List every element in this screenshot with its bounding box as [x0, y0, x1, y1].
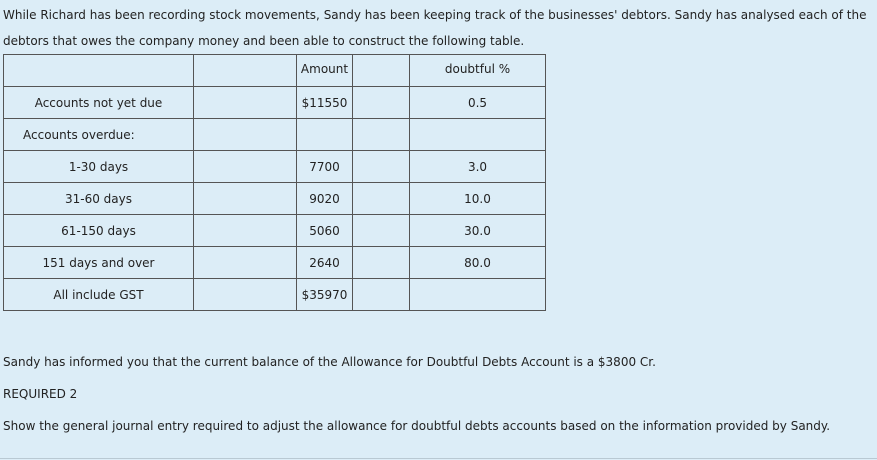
row-doubtful: 80.0 [410, 247, 546, 279]
bottom-divider [0, 458, 877, 459]
row-amount: 7700 [297, 151, 353, 183]
row-label: All include GST [4, 279, 194, 311]
row-blank-cell [353, 151, 410, 183]
row-amount [297, 119, 353, 151]
row-blank-cell [353, 87, 410, 119]
row-amount: 9020 [297, 183, 353, 215]
row-doubtful: 10.0 [410, 183, 546, 215]
table-row [4, 151, 546, 183]
row-blank-cell [194, 151, 297, 183]
row-amount: $11550 [297, 87, 353, 119]
row-doubtful: 3.0 [410, 151, 546, 183]
table-header-row [4, 55, 546, 87]
row-label: Accounts not yet due [4, 87, 194, 119]
instruction-paragraph: Show the general journal entry required to adjust the allowance for doubtful debts accounts based on the information provided by Sandy. [3, 419, 831, 433]
row-doubtful [410, 279, 546, 311]
table-row [4, 279, 546, 311]
row-blank-cell [194, 119, 297, 151]
row-doubtful: 30.0 [410, 215, 546, 247]
row-amount: $35970 [297, 279, 353, 311]
row-blank-cell [194, 279, 297, 311]
table-row [4, 215, 546, 247]
debtors-table [3, 54, 546, 311]
row-label: 31-60 days [4, 183, 194, 215]
row-amount: 5060 [297, 215, 353, 247]
row-blank-cell [353, 119, 410, 151]
table-row [4, 87, 546, 119]
header-cell-doubtful: doubtful % [410, 55, 546, 87]
table-row [4, 247, 546, 279]
header-cell-blank-2 [353, 55, 410, 87]
table-row [4, 119, 546, 151]
intro-paragraph: While Richard has been recording stock movements, Sandy has been keeping track of the businesses' debtors. Sandy has analysed each of the debtors that owes the company money and been able to construct the following table. [3, 8, 867, 48]
row-blank-cell [194, 87, 297, 119]
table-row [4, 183, 546, 215]
row-amount: 2640 [297, 247, 353, 279]
row-blank-cell [353, 215, 410, 247]
row-blank-cell [353, 279, 410, 311]
row-blank-cell [353, 247, 410, 279]
row-blank-cell [194, 183, 297, 215]
row-label: 61-150 days [4, 215, 194, 247]
row-blank-cell [194, 215, 297, 247]
header-cell-amount: Amount [297, 55, 353, 87]
row-label: Accounts overdue: [4, 119, 194, 151]
header-cell-label [4, 55, 194, 87]
row-label: 151 days and over [4, 247, 194, 279]
row-doubtful: 0.5 [410, 87, 546, 119]
row-blank-cell [353, 183, 410, 215]
row-label: 1-30 days [4, 151, 194, 183]
row-doubtful [410, 119, 546, 151]
required-heading: REQUIRED 2 [3, 387, 78, 401]
header-cell-blank [194, 55, 297, 87]
row-blank-cell [194, 247, 297, 279]
balance-paragraph: Sandy has informed you that the current balance of the Allowance for Doubtful Debts Account is a $3800 Cr. [3, 355, 656, 369]
